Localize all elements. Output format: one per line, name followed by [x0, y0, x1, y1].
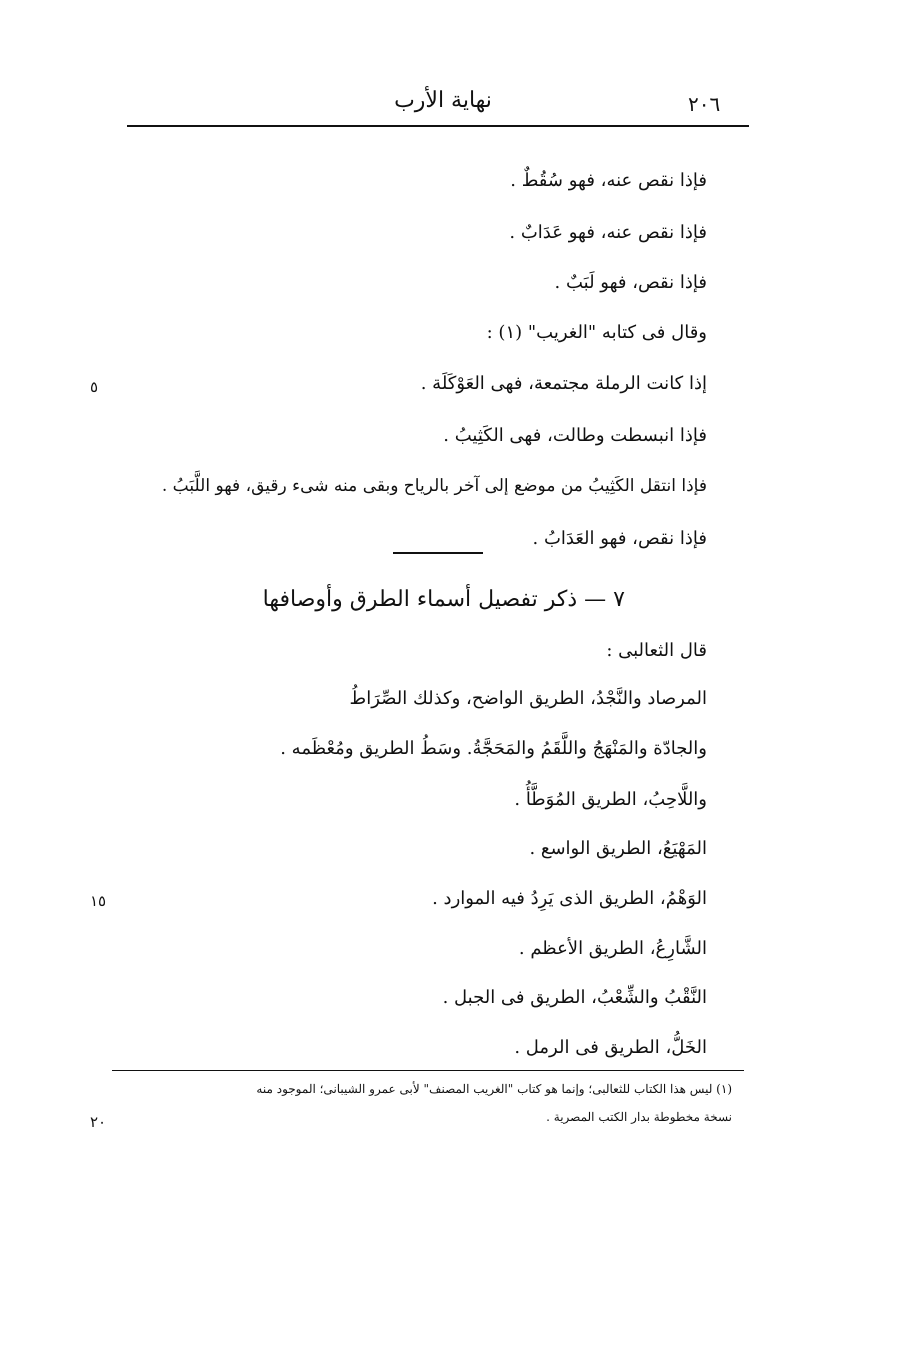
text-line: فإذا نقص، فهو العَدَابُ .	[532, 528, 707, 549]
text-line: النَّقْبُ والشِّعْبُ، الطريق فى الجبل .	[442, 987, 707, 1008]
text-line: الوَهْمُ، الطريق الذى يَرِدُ فيه الموارد .	[432, 888, 707, 909]
text-line: فإذا نقص عنه، فهو عَدَابٌ .	[509, 222, 707, 243]
text-line: واللَّاحِبُ، الطريق المُوَطَّأُ .	[514, 789, 707, 810]
footnote-line: نسخة مخطوطة بدار الكتب المصرية .	[546, 1110, 732, 1124]
line-number: ٢٠	[90, 1113, 107, 1131]
text-line: فإذا انتقل الكَثِيبُ من موضع إلى آخر بالرياح وبقى منه شىء رقيق، فهو اللَّبَبُ .	[161, 476, 707, 496]
running-title: نهاية الأرب	[394, 88, 492, 113]
text-line: المَهْيَعُ، الطريق الواسع .	[529, 838, 707, 859]
line-number: ١٥	[90, 892, 107, 910]
text-line: قال الثعالبى :	[606, 640, 707, 661]
section-heading: ٧ — ذكر تفصيل أسماء الطرق وأوصافها	[262, 587, 625, 612]
text-line: المرصاد والنَّجْدُ، الطريق الواضح، وكذلك الصِّرَاطُ	[349, 688, 707, 709]
header-rule	[127, 125, 749, 127]
text-line: الخَلُّ، الطريق فى الرمل .	[514, 1037, 707, 1058]
text-line: فإذا نقص، فهو لَبَبٌ .	[554, 272, 707, 293]
text-line: والجادّة والمَنْهَجُ واللَّقَمُ والمَحَجَّةُ. وسَطُ الطريق ومُعْظَمه .	[280, 738, 707, 759]
text-line: وقال فى كتابه "الغريب" (١) :	[486, 322, 707, 343]
text-line: فإذا نقص عنه، فهو سُقُطٌ .	[510, 170, 707, 191]
line-number: ٥	[90, 378, 99, 396]
text-line: فإذا انبسطت وطالت، فهى الكَثِيبُ .	[443, 425, 707, 446]
text-line: الشَّارِعُ، الطريق الأعظم .	[518, 938, 707, 959]
footnote-rule	[112, 1070, 744, 1071]
page-number: ٢٠٦	[688, 92, 721, 116]
section-separator	[393, 552, 483, 554]
footnote-line: (١) ليس هذا الكتاب للثعالبى؛ وإنما هو كتاب "الغريب المصنف" لأبى عمرو الشيبانى؛ الموجود منه	[256, 1082, 732, 1096]
text-line: إذا كانت الرملة مجتمعة، فهى العَوْكَلَة .	[420, 373, 707, 394]
